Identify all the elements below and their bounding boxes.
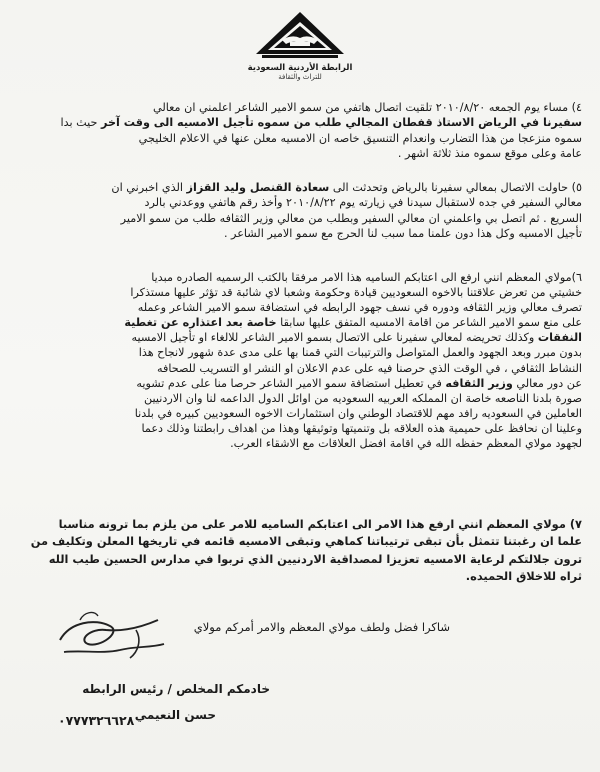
p6-line5 xyxy=(22,330,582,345)
p6-line4 xyxy=(22,315,582,330)
handwritten-signature-icon xyxy=(40,600,180,680)
phone-number: ٠٧٧٧٣٢٦٦٢٨ xyxy=(58,713,135,728)
paragraph-7 xyxy=(22,516,582,586)
signer-title: خادمكم المخلص / رئيس الرابطه xyxy=(82,682,270,696)
p7-line1: ٧) مولاي المعظم انني ارفع هذا الامر الى اعتابكم الساميه للامر على من يلزم بما ترونه مناسبا xyxy=(58,517,582,531)
p4-line3: سموه منزعجا من هذا التضارب وانعدام التنسيق خاصه ان الامسيه معلن عنها في الاعلام الخليجي xyxy=(138,131,582,145)
p6-line7: النشاط الثقافي ، في الوقت الذي حرصنا فيه على عدم الاعلان او النشر او التسريب للصحافه xyxy=(157,361,582,375)
p6-line1: ٦)مولاي المعظم انني ارفع الى اعتابكم الساميه هذا الامر مرفقا بالكتب الرسميه الصادره مبديا xyxy=(151,271,582,284)
p6-line10: العاملين في السعوديه رافد مهم للاقتصاد الوطني وان استثمارات الاخوه السعوديين كبيره في بلدنا xyxy=(134,406,582,420)
p4-line2 xyxy=(22,115,582,130)
p6-line8-bold: وزير الثقافه xyxy=(445,376,513,390)
p6-line8-end: في تعطيل استضافة سمو الامير الشاعر حرصا منا على عدم تشويه xyxy=(136,376,442,390)
p6-line8-start: عن دور معالي xyxy=(516,376,582,390)
paragraph-5 xyxy=(22,180,582,242)
org-subtitle: للتراث والثقافة xyxy=(278,73,322,81)
p6-line9: صورة بلدنا الناصعه خاصة ان المملكه العربيه السعوديه من اوائل الدول الداعمه لنا وان الاردنيين xyxy=(143,391,582,405)
paragraph-6 xyxy=(22,270,582,451)
letterhead xyxy=(240,10,360,90)
p7-line4: ثراه للاخلاق الحميده. xyxy=(465,569,582,584)
p4-line2-bold: سفيرنا في الرياض الاستاذ قفطان المجالي طلب من سموه تأجيل الامسيه الى وقت آخر xyxy=(101,116,582,130)
closing-line: شاكرا فضل ولطف مولاي المعظم والامر أمركم مولاي xyxy=(193,620,450,634)
p5-line3: السريع . ثم اتصل بي واعلمني ان معالي السفير وبطلب من معالي وزير الثقافه طلب من سمو الامير xyxy=(120,211,582,225)
p6-line6: بدون مبرر وبعد الجهود والعمل المتواصل والترتيبات التي قمنا بها على مدى عدة شهور لانجاح هذا xyxy=(138,346,582,360)
p5-line4: تأجيل الامسيه وكل هذا دون علمنا مما سبب لنا الحرج مع سمو الامير الشاعر . xyxy=(223,227,582,241)
p6-line3: تصرف معالي وزير الثقافه ودوره في نسف جهود الرابطه في استضافة سمو الامير الشاعر وعمله xyxy=(137,301,582,315)
p7-line3: ترون جلالتكم لرعاية الامسيه تعزيزا لمصداقية الاردنيين الذي تربوا في مدارس الحسين طيب الله xyxy=(48,551,582,566)
paragraph-4 xyxy=(22,100,582,162)
p5-line1-end: الذي اخبرني ان xyxy=(111,181,183,194)
org-name: الرابطة الأردنية السعودية xyxy=(247,63,353,73)
p6-line12: لجهود مولاي المعظم حفظه الله في اقامة افضل العلاقات مع الاشقاء العرب. xyxy=(230,437,582,451)
p6-line8 xyxy=(22,376,582,391)
p5-line1-bold: سعادة القنصل وليد القزاز xyxy=(186,181,330,194)
p6-line11: وعلينا ان نحافظ على حميمية هذه العلاقه بل وتنميتها وتوثيقها وهذا من اهداف رابطتنا وذلك دعما xyxy=(141,421,582,435)
p6-line4-bold: خاصة بعد اعتذاره عن تغطية xyxy=(124,316,277,330)
p6-line2: خشيتي من تعرض علاقتنا بالاخوه السعوديين قيادة وحكومة وشعبا لاي شائبة قد تؤثر عليها مستذكرا xyxy=(130,286,582,300)
p6-line4-start: على منع سمو الامير الشاعر من اقامة الامسيه المتفق عليها سابقا xyxy=(280,316,582,330)
association-logo-icon xyxy=(252,10,348,62)
signer-name: حسن النعيمي xyxy=(134,708,216,722)
p5-line2: معالي السفير في جده لاستقبال سيدنا في زيارته يوم ٢٠١٠/٨/٢٢ وأخذ رقم هاتفي ووعدني بالرد xyxy=(144,196,582,210)
p4-line4: عامة وعلى موقع سموه منذ ثلاثة اشهر . xyxy=(397,147,582,161)
p5-line1 xyxy=(22,180,582,195)
p4-line1: ٤) مساء يوم الجمعه ٢٠١٠/٨/٢٠ تلقيت اتصال هاتفي من سمو الامير الشاعر اعلمني ان معالي xyxy=(153,101,582,114)
p6-line5-rest: وكذلك تحريضه لمعالي سفيرنا على الاتصال بسمو الامير الشاعر للالغاء او تأجيل الامسيه xyxy=(131,331,535,345)
p6-line5-bold: النفقات xyxy=(537,331,582,345)
p5-line1-start: ٥) حاولت الاتصال بمعالي سفيرنا بالرياض وتحدثت الى xyxy=(332,181,582,194)
p7-line2: علما ان رغبتنا تتمثل بأن تبقى ترتيباتنا كماهي وتبقى الامسيه قائمه في تاريخها المعلن وتكليف من xyxy=(30,534,582,549)
p4-line2-rest: حيث بدا xyxy=(60,116,98,130)
